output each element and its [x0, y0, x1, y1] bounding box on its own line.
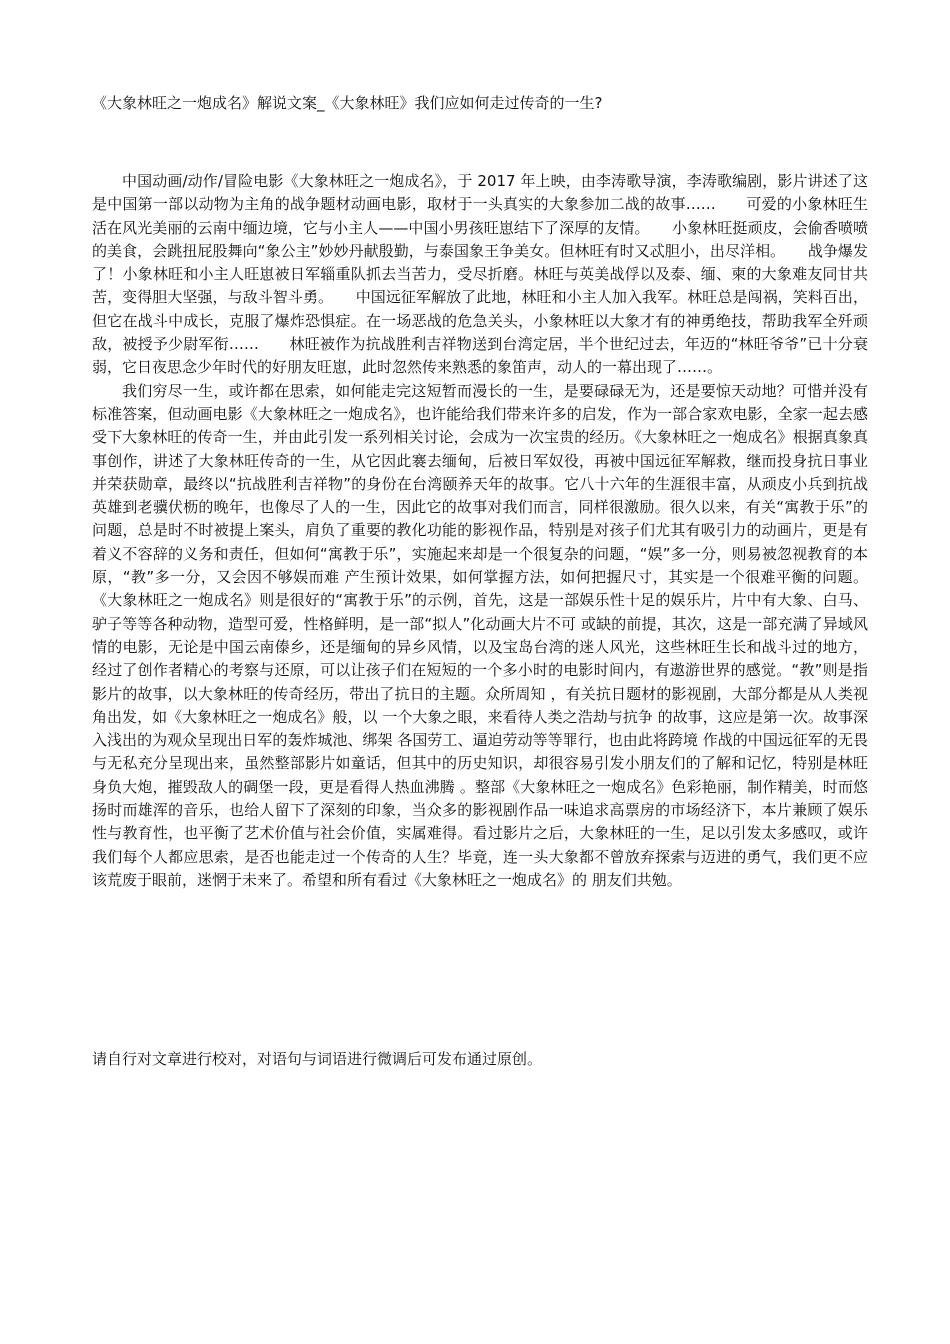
- proofreading-note: 请自行对文章进行校对，对语句与词语进行微调后可发布通过原创。: [92, 1050, 543, 1068]
- paragraph-synopsis: 中国动画/动作/冒险电影《大象林旺之一炮成名》，于 2017 年上映，由李涛歌导演，李涛歌编剧，影片讲述了这是中国第一部以动物为主角的战争题材动画电影，取材于一头真实的大象参加二战的故事…… 可爱的小象林旺生活在风光美丽的云南中缅边境，它与小主人——中国小男孩旺崽结下了深厚的友情。 小象林旺挺顽皮，会偷香喷喷的美食，会跳扭屁股舞向“象公主”妙妙丹献殷勤，与泰国象王争美女。但林旺有时又忒胆小，出尽洋相。 战争爆发了！小象林旺和小主人旺崽被日军辎重队抓去当苦力，受尽折磨。林旺与英美战俘以及泰、缅、柬的大象难友同甘共苦，变得胆大坚强，与敌斗智斗勇。 中国远征军解放了此地，林旺和小主人加入我军。林旺总是闯祸，笑料百出，但它在战斗中成长，克服了爆炸恐惧症。在一场恶战的危急关头，小象林旺以大象才有的神勇绝技，帮助我军全歼顽敌，被授予少尉军衔…… 林旺被作为抗战胜利吉祥物送到台湾定居，半个世纪过去，年迈的“林旺爷爷”已十分衰弱，它日夜思念少年时代的好朋友旺崽，此时忽然传来熟悉的象笛声，动人的一幕出现了……。: [92, 172, 868, 377]
- article-body: [92, 170, 868, 892]
- document-title: 《大象林旺之一炮成名》解说文案_《大象林旺》我们应如何走过传奇的一生?: [92, 94, 603, 112]
- paragraph-review: 我们穷尽一生，或许都在思索，如何能走完这短暂而漫长的一生，是要碌碌无为，还是要惊天动地？可惜并没有标准答案，但动画电影《大象林旺之一炮成名》，也许能给我们带来许多的启发，作为一部合家欢电影，全家一起去感受下大象林旺的传奇一生，并由此引发一系列相关讨论，会成为一次宝贵的经历。《大象林旺之一炮成名》根据真象真事创作，讲述了大象林旺传奇的一生，从它因此褰去缅甸，后被日军奴役，再被中国远征军解救，继而投身抗日事业并荣获勋章，最终以“抗战胜利吉祥物”的身份在台湾颐养天年的故事。它八十六年的生涯很丰富，从顽皮小兵到抗战英雄到老骥伏枥的晚年，也像尽了人的一生，因此它的故事对我们而言，同样很激励。很久以来，有关“寓教于乐”的问题，总是时不时被提上案头，肩负了重要的教化功能的影视作品，特别是对孩子们尤其有吸引力的动画片，更是有着义不容辞的义务和责任，但如何“寓教于乐”，实施起来却是一个很复杂的问题，“娱”多一分，则易被忽视教育的本原，“教”多一分，又会因不够娱而难 产生预计效果，如何掌握方法，如何把握尺寸，其实是一个很难平衡的问题。《大象林旺之一炮成名》则是很好的“寓教于乐”的示例，首先，这是一部娱乐性十足的娱乐片，片中有大象、白马、驴子等等各种动物，造型可爱，性格鲜明，是一部“拟人”化动画大片不可 或缺的前提，其次，这是一部充满了异域风情的电影，无论是中国云南傣乡，还是缅甸的异乡风情，以及宝岛台湾的迷人风光，这些林旺生长和战斗过的地方，经过了创作者精心的考察与还原，可以让孩子们在短短的一个多小时的电影时间内，有遨游世界的感觉。“教”则是指影片的故事，以大象林旺的传奇经历，带出了抗日的主题。众所周知 ，有关抗日题材的影视剧，大部分都是从人类视角出发，如《大象林旺之一炮成名》般，以 一个大象之眼，来看待人类之浩劫与抗争 的故事，这应是第一次。故事深入浅出的为观众呈现出日军的轰炸城池、绑架 各国劳工、逼迫劳动等等罪行，也由此将跨境 作战的中国远征军的无畏与无私充分呈现出来，虽然整部影片如童话，但其中的历史知识，却很容易引发小朋友们的了解和记忆，特别是林旺身负大炮，摧毁敌人的碉堡一段，更是看得人热血沸腾 。整部《大象林旺之一炮成名》色彩艳丽，制作精美，时而悠扬时而雄浑的音乐，也给人留下了深刻的印象，当众多的影视剧作品一味追求高票房的市场经济下，本片兼顾了娱乐性与教育性，也平衡了艺术价值与社会价值，实属难得。看过影片之后，大象林旺的一生，足以引发太多感叹，或许我们每个人都应思索，是否也能走过一个传奇的人生？毕竟，连一头大象都不曾放弃探索与迈进的勇气，我们更不应该荒废于眼前，迷惘于未来了。希望和所有看过《大象林旺之一炮成名》的 朋友们共勉。: [92, 381, 868, 889]
